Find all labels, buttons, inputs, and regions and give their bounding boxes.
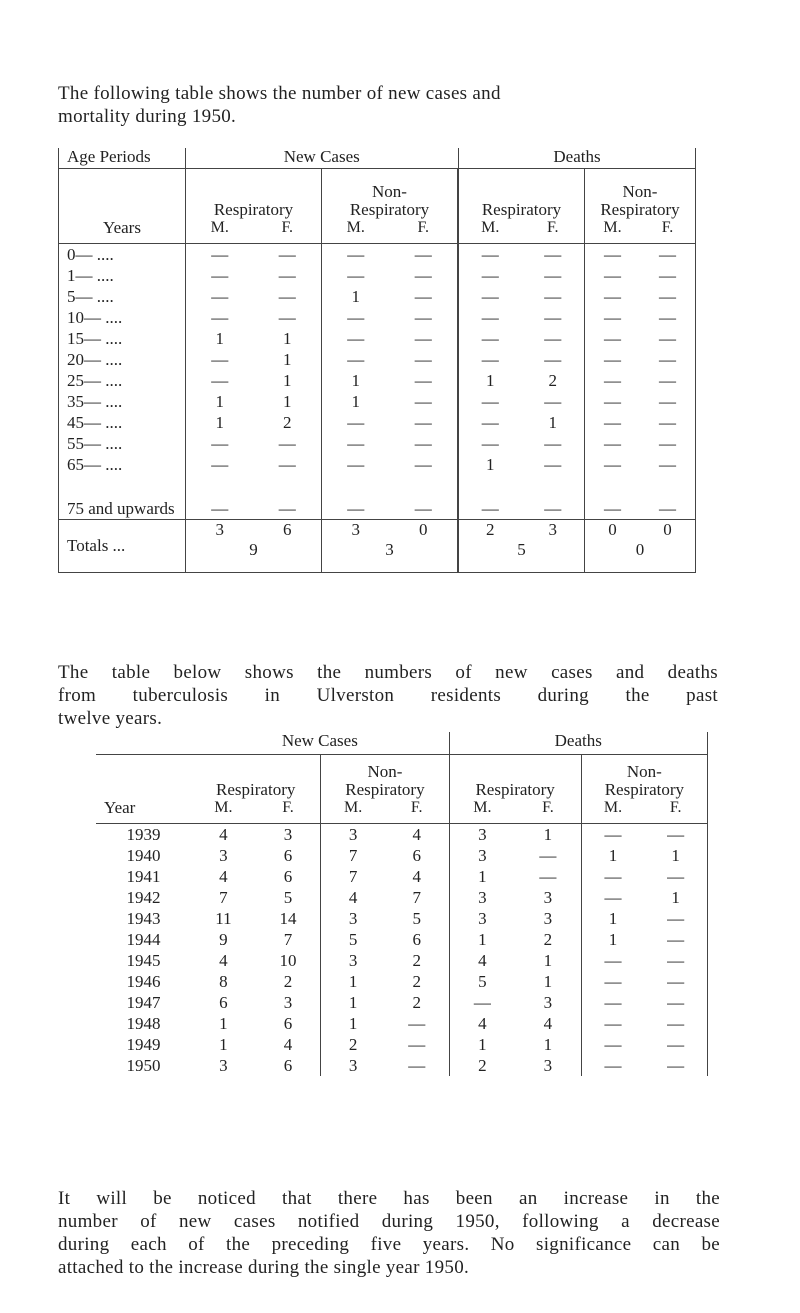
cell-value: — (211, 455, 229, 474)
cell-value: 3 (478, 846, 487, 865)
cell-value: 4 (348, 888, 358, 907)
cell-value: — (604, 287, 621, 306)
cell-value: — (659, 350, 676, 369)
cell-value: — (604, 245, 621, 264)
cell-value: — (604, 825, 622, 844)
cell-value: 4 (219, 867, 228, 886)
year-row (96, 971, 708, 992)
cell-value: — (544, 329, 562, 348)
age-row (59, 475, 696, 520)
cell-value: 6 (283, 1056, 293, 1075)
conclusion-paragraph (58, 1187, 720, 1279)
age-label: 25— .... (59, 370, 186, 391)
age-row (59, 286, 696, 307)
cell-value: — (414, 371, 432, 390)
yearly-new-cases-header: New Cases (191, 732, 449, 755)
cell-value: 3 (283, 993, 293, 1012)
age-label: 1— .... (59, 265, 186, 286)
age-row (59, 412, 696, 433)
age-row (59, 328, 696, 349)
cell-value: — (414, 287, 432, 306)
totals-row: Totals ... 3 6 9 3 0 3 2 3 5 0 0 0 (59, 520, 696, 573)
cell-value: 4 (543, 1014, 553, 1033)
cell-value: 4 (219, 951, 228, 970)
cell-value: 3 (348, 951, 358, 970)
cell-value: 1 (219, 1014, 228, 1033)
cell-value: 2 (283, 413, 292, 432)
cell-value: — (211, 371, 229, 390)
cell-value: 3 (543, 909, 553, 928)
cell-value: — (539, 867, 557, 886)
age-row (59, 265, 696, 286)
cell-value: 2 (412, 951, 421, 970)
cell-value: 3 (543, 888, 553, 907)
cell-value: 1 (608, 930, 618, 949)
year-label: 1946 (126, 972, 161, 991)
cell-value: — (211, 499, 229, 518)
cell-value: 2 (548, 371, 557, 390)
cell-value: — (604, 308, 621, 327)
age-period-rows (59, 244, 696, 520)
new-respiratory-header: Respiratory M. F. (186, 169, 322, 244)
age-row (59, 307, 696, 328)
para3-line-3: during each of the preceding five years. No significance can be (58, 1234, 720, 1255)
cell-value: 5 (412, 909, 421, 928)
year-label: 1945 (126, 951, 161, 970)
cell-value: 9 (219, 930, 228, 949)
cell-value: — (347, 329, 365, 348)
cell-value: — (604, 266, 621, 285)
year-label: 1947 (126, 993, 161, 1012)
cell-value: — (414, 392, 432, 411)
cell-value: — (481, 434, 499, 453)
age-label: 15— .... (59, 328, 186, 349)
cell-value: — (211, 434, 229, 453)
cell-value: 6 (283, 1014, 293, 1033)
cell-value: — (414, 266, 432, 285)
cell-value: — (604, 413, 621, 432)
totals-label: Totals ... (59, 520, 186, 573)
cell-value: — (604, 888, 622, 907)
age-label: 45— .... (59, 412, 186, 433)
cell-value: — (667, 1014, 685, 1033)
cell-value: — (659, 392, 676, 411)
cell-value: — (604, 1014, 622, 1033)
age-label: 75 and upwards (59, 475, 186, 520)
cell-value: 1 (671, 846, 680, 865)
cell-value: 3 (543, 1056, 553, 1075)
cell-value: — (667, 951, 685, 970)
cell-value: 2 (283, 972, 293, 991)
cell-value: — (659, 308, 676, 327)
cell-value: — (667, 972, 685, 991)
cell-value: — (211, 308, 229, 327)
cell-value: — (211, 245, 229, 264)
cell-value: 5 (348, 930, 358, 949)
cell-value: 2 (412, 972, 421, 991)
cell-value: 7 (283, 930, 293, 949)
cell-value: — (544, 266, 562, 285)
cell-value: 11 (215, 909, 232, 928)
cell-value: — (659, 245, 676, 264)
cell-value: 6 (412, 846, 421, 865)
year-row (96, 1055, 708, 1076)
para2-line-1: The table below shows the numbers of new cases and deaths (58, 662, 718, 683)
cell-value: 1 (283, 392, 292, 411)
cell-value: — (667, 1056, 685, 1075)
cell-value: — (481, 350, 499, 369)
cell-value: — (347, 413, 365, 432)
cell-value: 1 (219, 1035, 228, 1054)
cell-value: — (211, 266, 229, 285)
yearly-deaths-non-respiratory-header: Non- Respiratory M. F. (581, 755, 707, 824)
cell-value: 1 (543, 972, 553, 991)
cell-value: — (604, 867, 622, 886)
cell-value: 3 (348, 1056, 358, 1075)
age-label: 10— .... (59, 307, 186, 328)
intro-paragraph (58, 82, 728, 128)
year-header: Year (96, 755, 191, 824)
age-label: 5— .... (59, 286, 186, 307)
cell-value: — (481, 266, 499, 285)
cell-value: — (347, 245, 365, 264)
cell-value: — (604, 392, 621, 411)
cell-value: 2 (348, 1035, 358, 1054)
cell-value: — (604, 371, 621, 390)
cell-value: — (347, 350, 365, 369)
yearly-new-non-respiratory-header: Non- Respiratory M. F. (321, 755, 449, 824)
age-row (59, 454, 696, 475)
cell-value: — (659, 413, 676, 432)
cell-value: — (667, 909, 685, 928)
cell-value: — (539, 846, 557, 865)
cell-value: 3 (348, 909, 358, 928)
new-cases-header: New Cases (186, 148, 458, 169)
cell-value: — (481, 329, 499, 348)
cell-value: 1 (608, 909, 618, 928)
cell-value: 3 (219, 846, 228, 865)
cell-value: 1 (608, 846, 618, 865)
cell-value: — (659, 266, 676, 285)
cell-value: — (408, 1014, 426, 1033)
para3-line-1: It will be noticed that there has been an increase in the (58, 1188, 720, 1209)
year-label: 1942 (126, 888, 161, 907)
cell-value: 4 (478, 951, 487, 970)
cell-value: — (347, 434, 365, 453)
cell-value: — (659, 287, 676, 306)
age-label: 65— .... (59, 454, 186, 475)
cell-value: — (604, 329, 621, 348)
cell-value: — (659, 329, 676, 348)
cell-value: 2 (543, 930, 553, 949)
cell-value: 7 (412, 888, 421, 907)
cell-value: 7 (348, 846, 358, 865)
age-row (59, 370, 696, 391)
year-label: 1940 (126, 846, 161, 865)
cell-value: 7 (219, 888, 228, 907)
cell-value: — (604, 434, 621, 453)
year-row (96, 824, 708, 846)
cell-value: 4 (219, 825, 228, 844)
cell-value: — (544, 287, 562, 306)
cell-value: — (604, 951, 622, 970)
year-row (96, 866, 708, 887)
cell-value: — (659, 434, 676, 453)
cell-value: 1 (486, 455, 495, 474)
cell-value: — (544, 434, 562, 453)
cell-value: — (347, 499, 365, 518)
cell-value: — (278, 455, 296, 474)
cell-value: 1 (478, 867, 487, 886)
year-label: 1944 (126, 930, 161, 949)
year-row (96, 950, 708, 971)
para2-line-3: twelve years. (58, 708, 163, 729)
cell-value: — (481, 308, 499, 327)
cell-value: — (408, 1056, 426, 1075)
age-label: 20— .... (59, 349, 186, 370)
cell-value: — (278, 499, 296, 518)
cell-value: 6 (283, 867, 293, 886)
cell-value: 1 (351, 371, 360, 390)
age-label: 35— .... (59, 391, 186, 412)
cell-value: — (347, 308, 365, 327)
cell-value: — (481, 413, 499, 432)
cell-value: 1 (283, 371, 292, 390)
cell-value: — (604, 350, 621, 369)
yearly-deaths-header: Deaths (449, 732, 707, 755)
cell-value: 3 (478, 909, 487, 928)
cell-value: — (481, 245, 499, 264)
cell-value: 4 (478, 1014, 487, 1033)
cell-value: — (414, 245, 432, 264)
cell-value: — (278, 434, 296, 453)
cell-value: — (414, 308, 432, 327)
cell-value: — (544, 308, 562, 327)
cell-value: — (544, 392, 562, 411)
new-non-respiratory-header: Non- Respiratory M. F. (322, 169, 458, 244)
cell-value: 1 (478, 1035, 487, 1054)
cell-value: 1 (348, 972, 358, 991)
cell-value: 1 (351, 392, 360, 411)
cell-value: 3 (478, 888, 487, 907)
cell-value: — (414, 455, 432, 474)
cell-value: — (604, 1035, 622, 1054)
cell-value: 1 (283, 350, 292, 369)
year-label: 1948 (126, 1014, 161, 1033)
intro-line-1: The following table shows the number of new cases and (58, 83, 501, 104)
cell-value: — (544, 350, 562, 369)
age-label: 55— .... (59, 433, 186, 454)
cell-value: — (278, 245, 296, 264)
cell-value: 5 (283, 888, 293, 907)
cell-value: — (414, 350, 432, 369)
years-header: Years (59, 169, 186, 244)
cell-value: 10 (279, 951, 297, 970)
cell-value: 3 (219, 1056, 228, 1075)
yearly-new-respiratory-header: Respiratory M. F. (191, 755, 321, 824)
cell-value: — (278, 308, 296, 327)
cell-value: 1 (348, 1014, 358, 1033)
cell-value: — (278, 287, 296, 306)
cell-value: 6 (219, 993, 228, 1012)
cell-value: — (604, 993, 622, 1012)
cell-value: 1 (548, 413, 557, 432)
cell-value: — (667, 825, 685, 844)
cell-value: — (211, 287, 229, 306)
intro-line-2: mortality during 1950. (58, 106, 237, 127)
cell-value: — (414, 434, 432, 453)
year-label: 1941 (126, 867, 161, 886)
cell-value: — (667, 867, 685, 886)
cell-value: — (347, 455, 365, 474)
cell-value: 8 (219, 972, 228, 991)
cell-value: 5 (478, 972, 487, 991)
cell-value: — (667, 1035, 685, 1054)
cell-value: — (544, 455, 562, 474)
cell-value: 1 (215, 413, 224, 432)
cell-value: 1 (671, 888, 680, 907)
cell-value: 3 (283, 825, 293, 844)
cell-value: 1 (283, 329, 292, 348)
cell-value: 1 (215, 329, 224, 348)
cell-value: — (414, 499, 432, 518)
cell-value: 3 (478, 825, 487, 844)
cell-value: — (481, 499, 499, 518)
para3-line-2: number of new cases notified during 1950, following a decrease (58, 1211, 720, 1232)
cell-value: 4 (412, 867, 421, 886)
year-row (96, 908, 708, 929)
cell-value: — (414, 329, 432, 348)
cell-value: — (604, 1056, 622, 1075)
cell-value: — (473, 993, 491, 1012)
cell-value: 1 (215, 392, 224, 411)
cell-value: — (659, 499, 676, 518)
cell-value: 1 (543, 951, 553, 970)
twelve-year-intro (58, 661, 718, 730)
cell-value: 3 (543, 993, 553, 1012)
yearly-table (96, 732, 708, 1076)
year-row (96, 929, 708, 950)
cell-value: 3 (348, 825, 358, 844)
yearly-deaths-respiratory-header: Respiratory M. F. (449, 755, 581, 824)
cell-value: — (544, 499, 562, 518)
cell-value: — (544, 245, 562, 264)
year-row (96, 992, 708, 1013)
cell-value: — (211, 350, 229, 369)
cell-value: — (659, 455, 676, 474)
year-row (96, 845, 708, 866)
cell-value: — (604, 499, 621, 518)
year-row (96, 1034, 708, 1055)
cell-value: 6 (412, 930, 421, 949)
cell-value: — (659, 371, 676, 390)
cell-value: 1 (351, 287, 360, 306)
cell-value: — (604, 972, 622, 991)
cell-value: — (408, 1035, 426, 1054)
cell-value: — (278, 266, 296, 285)
cell-value: 1 (486, 371, 495, 390)
cell-value: 2 (478, 1056, 487, 1075)
cell-value: — (414, 413, 432, 432)
cell-value: 2 (412, 993, 421, 1012)
age-row (59, 244, 696, 266)
cell-value: — (347, 266, 365, 285)
year-label: 1949 (126, 1035, 161, 1054)
cell-value: 6 (283, 846, 293, 865)
age-period-table (58, 148, 696, 573)
year-row (96, 1013, 708, 1034)
cell-value: 1 (478, 930, 487, 949)
deaths-header: Deaths (459, 148, 696, 169)
year-label: 1939 (126, 825, 161, 844)
cell-value: 4 (283, 1035, 293, 1054)
deaths-non-respiratory-header: Non- Respiratory M. F. (585, 169, 696, 244)
age-label: 0— .... (59, 244, 186, 266)
year-label: 1950 (126, 1056, 161, 1075)
cell-value: 1 (543, 1035, 553, 1054)
age-row (59, 391, 696, 412)
deaths-respiratory-header: Respiratory M. F. (459, 169, 585, 244)
cell-value: 14 (279, 909, 297, 928)
age-periods-header: Age Periods (59, 148, 186, 169)
cell-value: — (604, 455, 621, 474)
cell-value: — (667, 993, 685, 1012)
cell-value: 7 (348, 867, 358, 886)
cell-value: — (481, 392, 499, 411)
para3-line-4: attached to the increase during the single year 1950. (58, 1257, 470, 1278)
age-row (59, 433, 696, 454)
cell-value: 1 (348, 993, 358, 1012)
cell-value: 1 (543, 825, 553, 844)
yearly-rows (96, 824, 708, 1077)
cell-value: 4 (412, 825, 421, 844)
year-label: 1943 (126, 909, 161, 928)
year-row (96, 887, 708, 908)
age-row (59, 349, 696, 370)
cell-value: — (667, 930, 685, 949)
cell-value: — (481, 287, 499, 306)
para2-line-2: from tuberculosis in Ulverston residents during the past (58, 685, 718, 706)
